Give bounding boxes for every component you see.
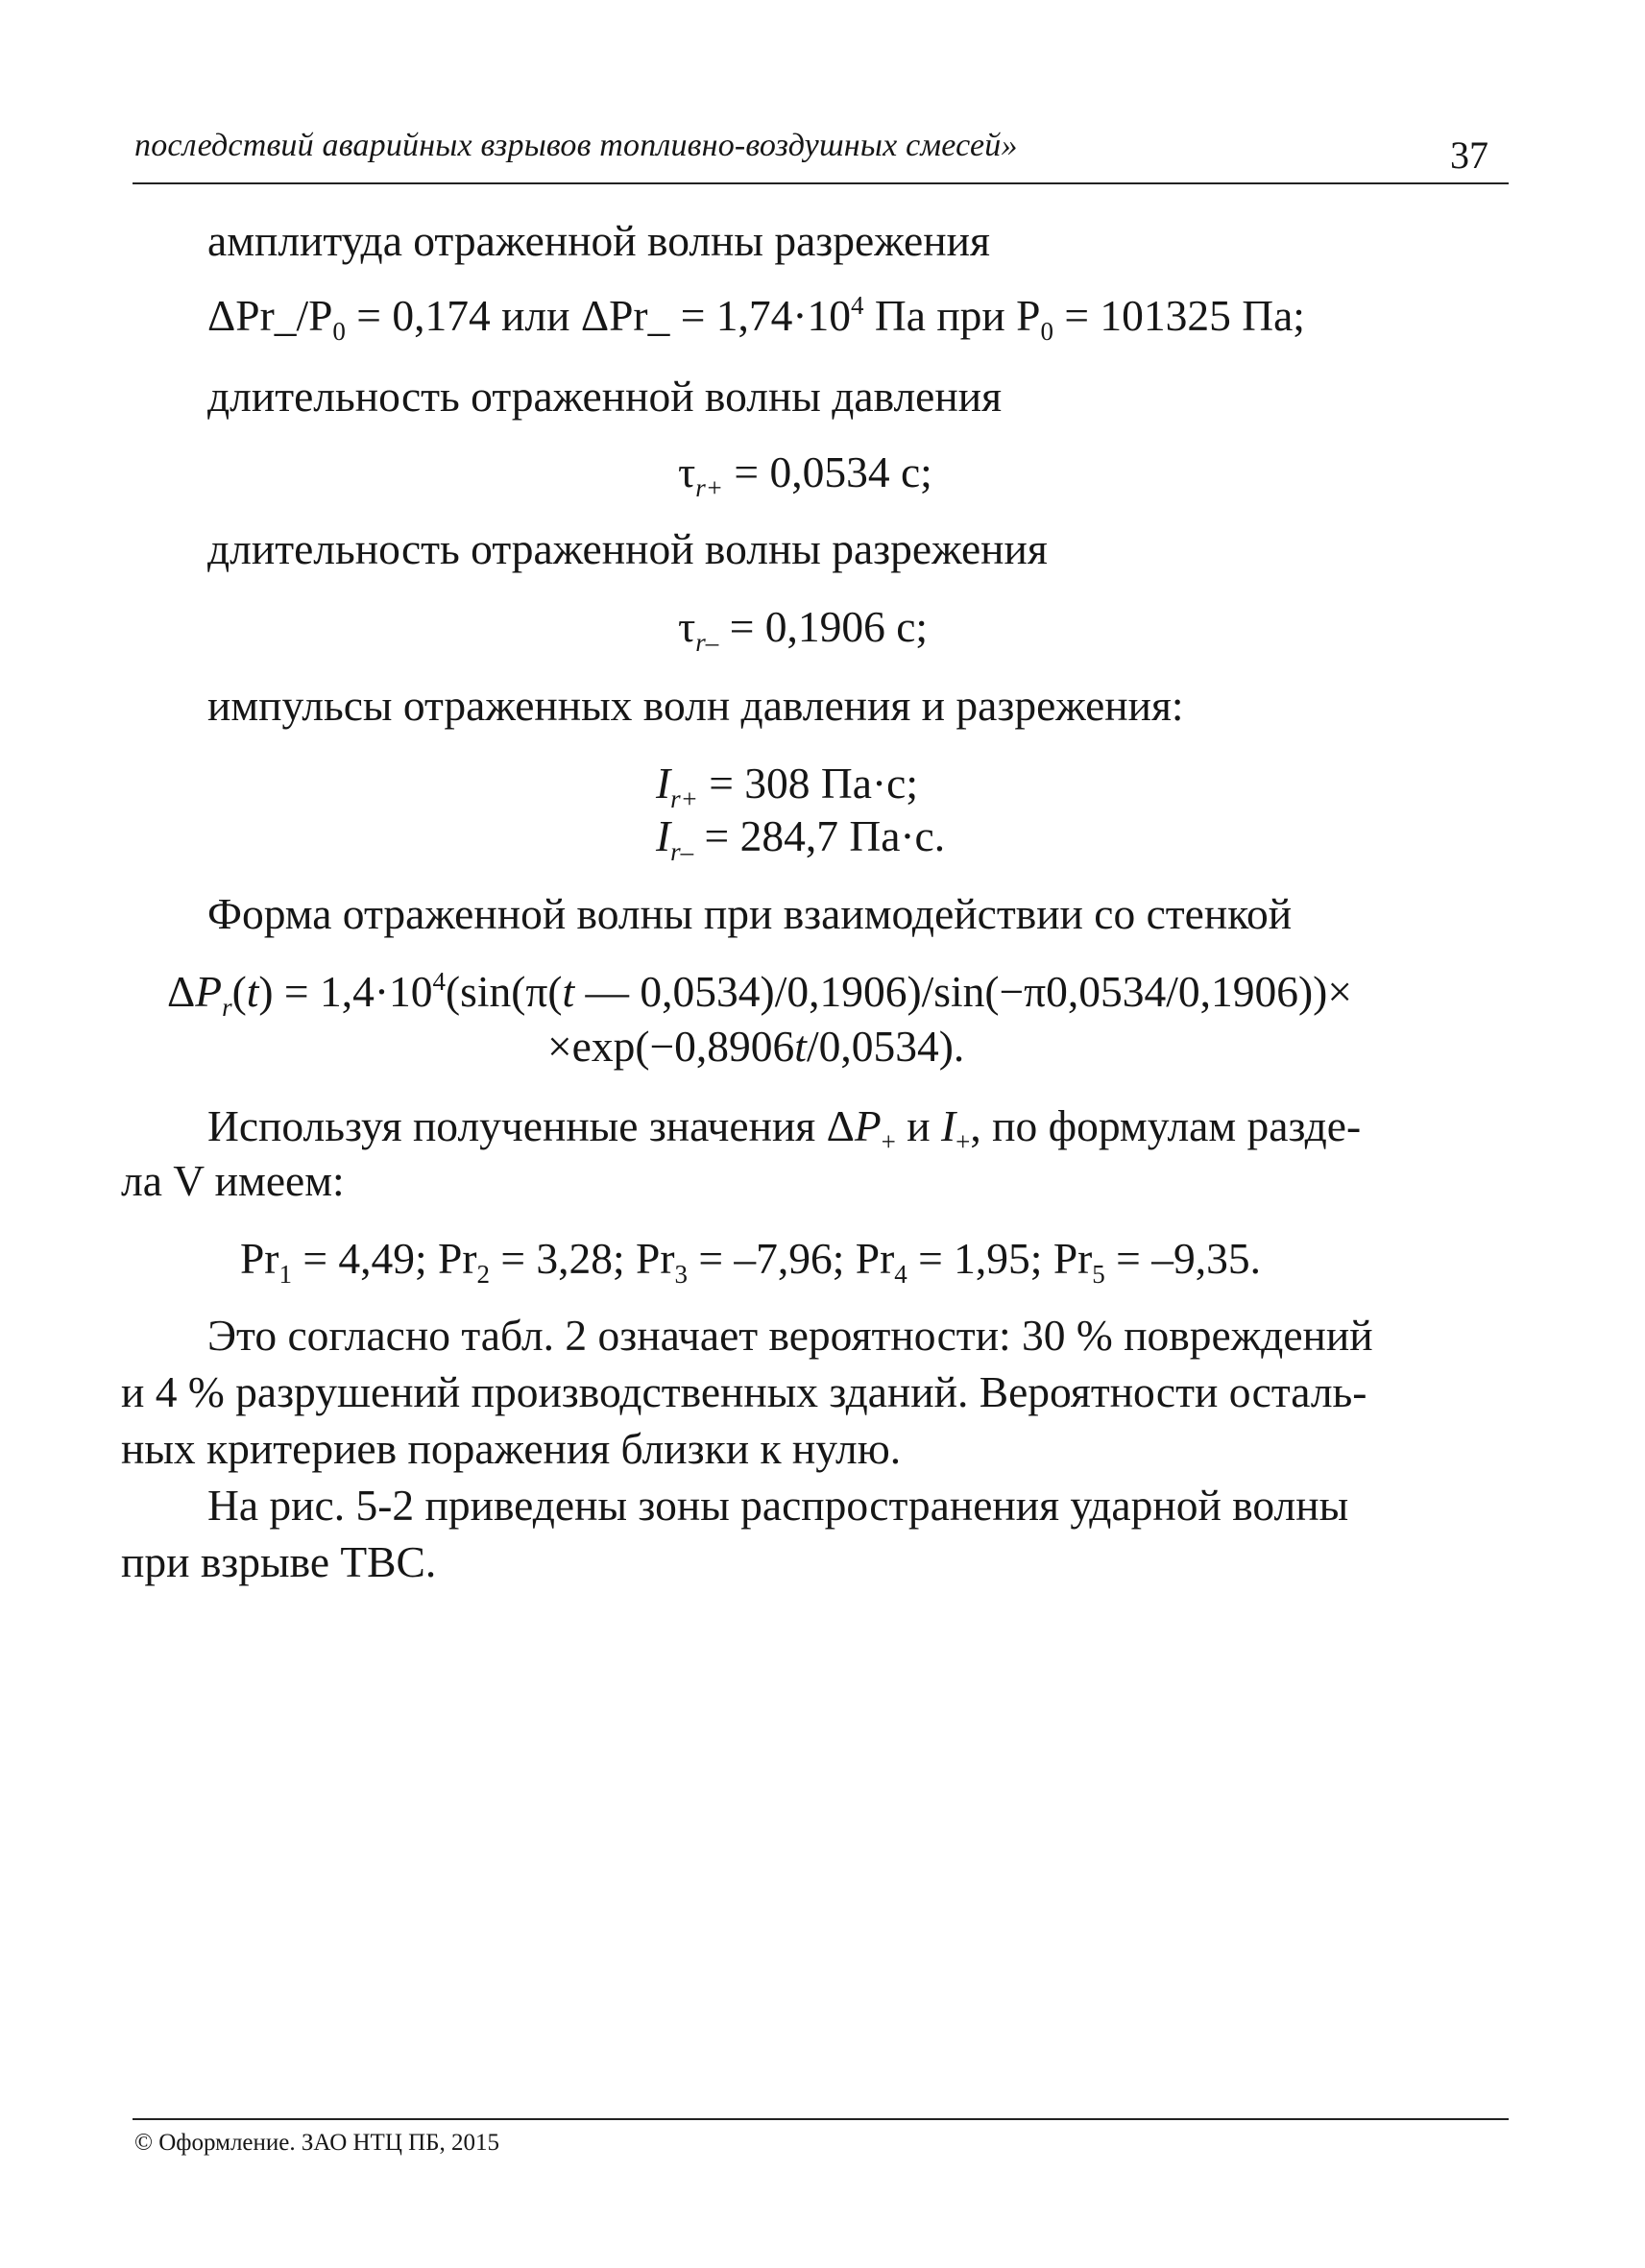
text-line: Это согласно табл. 2 означает вероятности: 30 % повреждений [207, 1311, 1373, 1360]
footer-copyright: © Оформление. ЗАО НТЦ ПБ, 2015 [134, 2130, 500, 2156]
formula-pressure-duration: $\tau_{r+} = 0,0534$ с; [678, 447, 932, 502]
formula-impulse-pressure: $I_{r+} = 308$ Па·с; [656, 759, 918, 813]
text-line: ла V имеем: [121, 1156, 345, 1205]
running-title: последствий аварийных взрывов топливно-воздушных смесей» [134, 128, 1018, 163]
page-number: 37 [1450, 133, 1488, 177]
text-line: длительность отраженной волны давления [207, 372, 1002, 421]
formula-rarefaction-duration: $\tau_{r-} = 0,1906$ с; [678, 602, 929, 657]
text-line: и 4 % разрушений производственных зданий. Вероятности осталь- [121, 1367, 1367, 1416]
text-line: при взрыве ТВС. [121, 1537, 437, 1586]
formula-rarefaction-amplitude: $\Delta Pr\_/P_0 = 0,174$ или ΔPr_ = $1,74\cdot 10^4$ Па при $P_0 = 101325$ Па; [207, 291, 1305, 346]
text-line: Используя полученные значения $\Delta P_+$ и $I_+$, по формулам разде- [207, 1101, 1362, 1156]
text-line: Форма отраженной волны при взаимодействии со стенкой [207, 889, 1293, 938]
text-line: ных критериев поражения близки к нулю. [121, 1424, 902, 1473]
formula-impulse-rarefaction: $I_{r-} = 284,7$ Па·с. [656, 811, 946, 866]
footer-rule [133, 2118, 1509, 2120]
text-line: импульсы отраженных волн давления и разрежения: [207, 681, 1184, 730]
header-rule [133, 182, 1509, 184]
text-line: На рис. 5-2 приведены зоны распространения ударной волны [207, 1481, 1349, 1530]
text-line: длительность отраженной волны разрежения [207, 524, 1048, 573]
formula-probit-values: $Pr_1 = 4,49$; $Pr_2 = 3,28$; $Pr_3 = -7,96$; $Pr_4 = 1,95$; $Pr_5 = -9,35$. [240, 1234, 1261, 1289]
formula-wave-shape-1: $\Delta P_r(t) = 1,4\cdot 10^4(\sin(\pi(t$ — 0,0534)/0,1906)/sin(−π0,0534/0,1906))× [167, 967, 1352, 1022]
text-line: амплитуда отраженной волны разрежения [207, 216, 990, 265]
formula-wave-shape-2: ×exp(−0,8906t/0,0534). [547, 1022, 965, 1071]
